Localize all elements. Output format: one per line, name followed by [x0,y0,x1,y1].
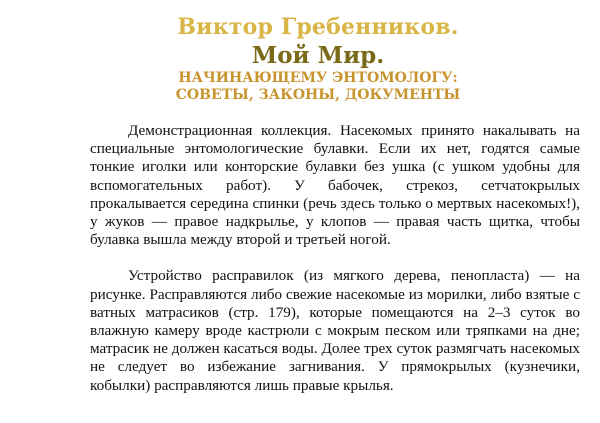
author-heading: Виктор Гребенников. [177,14,459,40]
chapter-title: НАЧИНАЮЩЕМУ ЭНТОМОЛОГУ: СОВЕТЫ, ЗАКОНЫ, ДОКУМЕНТЫ [175,70,461,103]
book-title: Мой Мир. [251,42,385,69]
paragraph-collection: Демонстрационная коллекция. Насекомых принято накалывать на специальные энтомологические булавки. Если их нет, годятся самые тонкие иголки или конторские булавки без ушка (с ушком удобны для вспомогательных работ). У бабочек, стрекоз, сетчатокрылых прокалывается середина спинки (речь здесь только о мертвых насекомых!), у жуков — правое надкрылье, у клопов — правая часть щитка, чтобы булавка вышла между второй и третьей ногой. [90,122,580,249]
paragraph-spreading-boards: Устройство расправилок (из мягкого дерева, пенопласта) — на рисунке. Расправляются либо свежие насекомые из морилки, либо взятые с ватных матрасиков (стр. 179), которые помещаются на 2–3 суток во влажную камеру вроде кастрюли с мокрым песком или тряпками на дне; матрасик не должен касаться воды. Долее трех суток размягчать насекомых не следует во избежание загнивания. У прямокрылых (кузнечики, кобылки) расправляются лишь правые крылья. [90,267,580,394]
body-text [90,122,580,413]
